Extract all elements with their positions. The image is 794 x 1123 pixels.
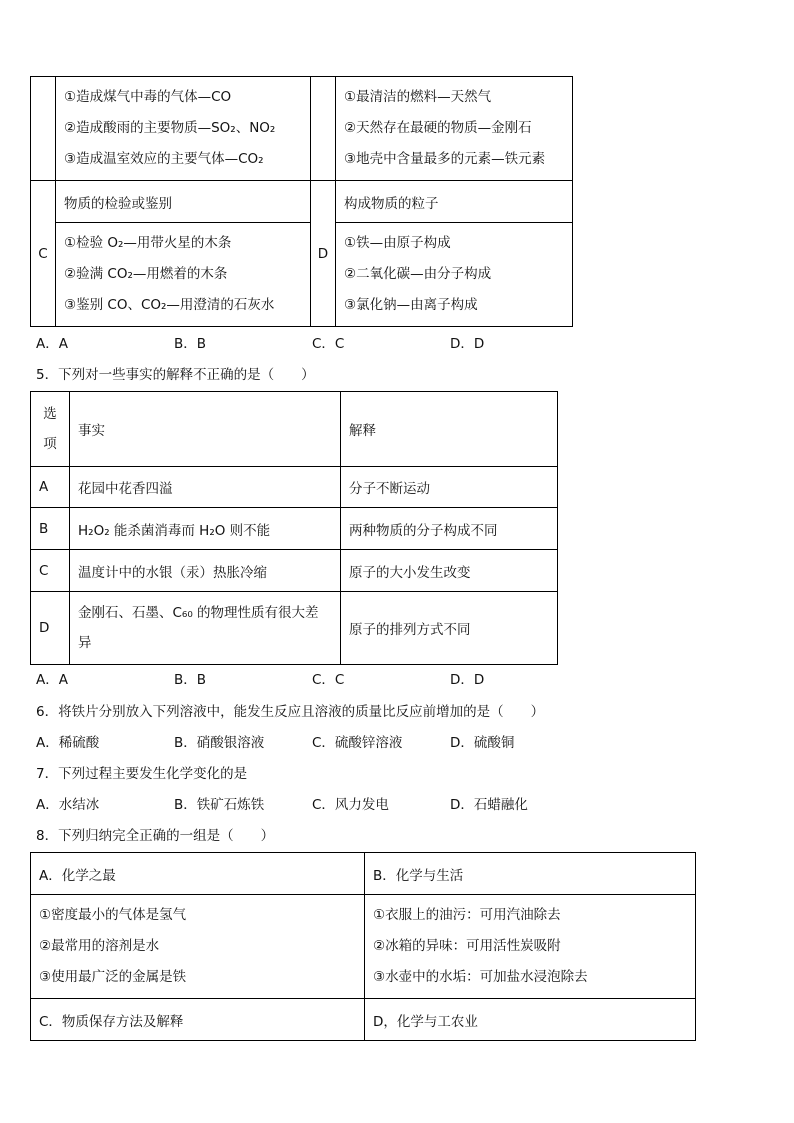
q4-top-left-cell	[56, 77, 311, 181]
q8-option-c-heading: C．物质保存方法及解释	[31, 999, 365, 1041]
answer-option-c[interactable]: C．C	[312, 336, 345, 352]
row-fact: H₂O₂ 能杀菌消毒而 H₂O 则不能	[70, 508, 341, 550]
answer-option-d[interactable]: D．硫酸铜	[450, 735, 515, 751]
row-option: C	[31, 550, 70, 592]
q8-table	[30, 852, 696, 1041]
answer-option-a[interactable]: A．A	[36, 336, 68, 352]
list-item: ③鉴别 CO、CO₂—用澄清的石灰水	[64, 297, 275, 313]
q5-answer-options	[36, 669, 588, 691]
answer-option-a[interactable]: A．稀硫酸	[36, 735, 100, 751]
q8-option-b-items	[365, 895, 696, 999]
answer-option-b[interactable]: B．硝酸银溶液	[174, 735, 265, 751]
list-item: ③氯化钠—由离子构成	[344, 297, 478, 313]
table-row	[31, 508, 558, 550]
q4-label-cell-top-right	[311, 77, 336, 181]
q4-option-d-heading: 构成物质的粒子	[336, 181, 573, 223]
header-option-line1: 选	[43, 406, 57, 422]
list-item: ③使用最广泛的金属是铁	[39, 969, 187, 985]
list-item: ②二氧化碳—由分子构成	[344, 266, 492, 282]
q5-table	[30, 391, 558, 665]
list-item: ③造成温室效应的主要气体—CO₂	[64, 151, 264, 167]
q8-stem: 8．下列归纳完全正确的一组是（ ）	[36, 828, 275, 844]
row-fact-line1: 金刚石、石墨、C₆₀ 的物理性质有很大差	[78, 605, 319, 621]
q4-option-d-items	[336, 223, 573, 327]
row-fact-line2: 异	[78, 635, 92, 651]
row-fact	[70, 592, 341, 665]
q4-table	[30, 76, 573, 327]
list-item: ③地壳中含量最多的元素—铁元素	[344, 151, 546, 167]
row-explain: 原子的大小发生改变	[341, 550, 558, 592]
answer-option-a[interactable]: A．A	[36, 672, 68, 688]
row-option: A	[31, 467, 70, 508]
row-fact: 温度计中的水银（汞）热胀冷缩	[70, 550, 341, 592]
q4-top-right-cell	[336, 77, 573, 181]
list-item: ①密度最小的气体是氢气	[39, 907, 187, 923]
table-row	[31, 592, 558, 665]
list-item: ②造成酸雨的主要物质—SO₂、NO₂	[64, 120, 276, 136]
table-header-row	[31, 392, 558, 467]
row-fact: 花园中花香四溢	[70, 467, 341, 508]
q7-answer-options	[36, 794, 588, 816]
list-item: ②验满 CO₂—用燃着的木条	[64, 266, 228, 282]
answer-option-d[interactable]: D．石蜡融化	[450, 797, 528, 813]
header-option-line2: 项	[43, 436, 57, 452]
q8-option-a-heading: A．化学之最	[31, 853, 365, 895]
list-item: ②天然存在最硬的物质—金刚石	[344, 120, 532, 136]
q6-answer-options	[36, 732, 588, 754]
q6-stem: 6．将铁片分别放入下列溶液中，能发生反应且溶液的质量比反应前增加的是（ ）	[36, 704, 545, 720]
row-explain: 原子的排列方式不同	[341, 592, 558, 665]
list-item: ③水壶中的水垢：可加盐水浸泡除去	[373, 969, 588, 985]
answer-option-b[interactable]: B．铁矿石炼铁	[174, 797, 265, 813]
row-option: D	[31, 592, 70, 665]
row-explain: 分子不断运动	[341, 467, 558, 508]
list-item: ①造成煤气中毒的气体—CO	[64, 89, 232, 105]
q4-option-c-items	[56, 223, 311, 327]
q4-option-c-label: C	[31, 181, 56, 327]
q4-answer-options	[36, 333, 588, 355]
answer-option-c[interactable]: C．硫酸锌溶液	[312, 735, 403, 751]
answer-option-c[interactable]: C．C	[312, 672, 345, 688]
answer-option-d[interactable]: D．D	[450, 336, 485, 352]
list-item: ②冰箱的异味：可用活性炭吸附	[373, 938, 561, 954]
list-item: ①衣服上的油污：可用汽油除去	[373, 907, 561, 923]
answer-option-d[interactable]: D．D	[450, 672, 485, 688]
answer-option-a[interactable]: A．水结冰	[36, 797, 100, 813]
header-fact: 事实	[70, 392, 341, 467]
list-item: ①最清洁的燃料—天然气	[344, 89, 492, 105]
q7-stem: 7．下列过程主要发生化学变化的是	[36, 766, 248, 782]
q4-label-cell-top-left	[31, 77, 56, 181]
row-option: B	[31, 508, 70, 550]
header-option	[31, 392, 70, 467]
table-row	[31, 467, 558, 508]
list-item: ①检验 O₂—用带火星的木条	[64, 235, 232, 251]
row-explain: 两种物质的分子构成不同	[341, 508, 558, 550]
q5-stem: 5．下列对一些事实的解释不正确的是（ ）	[36, 367, 315, 383]
q8-option-a-items	[31, 895, 365, 999]
answer-option-b[interactable]: B．B	[174, 336, 207, 352]
q8-option-b-heading: B．化学与生活	[365, 853, 696, 895]
q4-option-c-heading: 物质的检验或鉴别	[56, 181, 311, 223]
q8-option-d-heading: D，化学与工农业	[365, 999, 696, 1041]
list-item: ①铁—由原子构成	[344, 235, 451, 251]
list-item: ②最常用的溶剂是水	[39, 938, 160, 954]
table-row	[31, 550, 558, 592]
header-explain: 解释	[341, 392, 558, 467]
answer-option-c[interactable]: C．风力发电	[312, 797, 389, 813]
q4-option-d-label: D	[311, 181, 336, 327]
answer-option-b[interactable]: B．B	[174, 672, 207, 688]
